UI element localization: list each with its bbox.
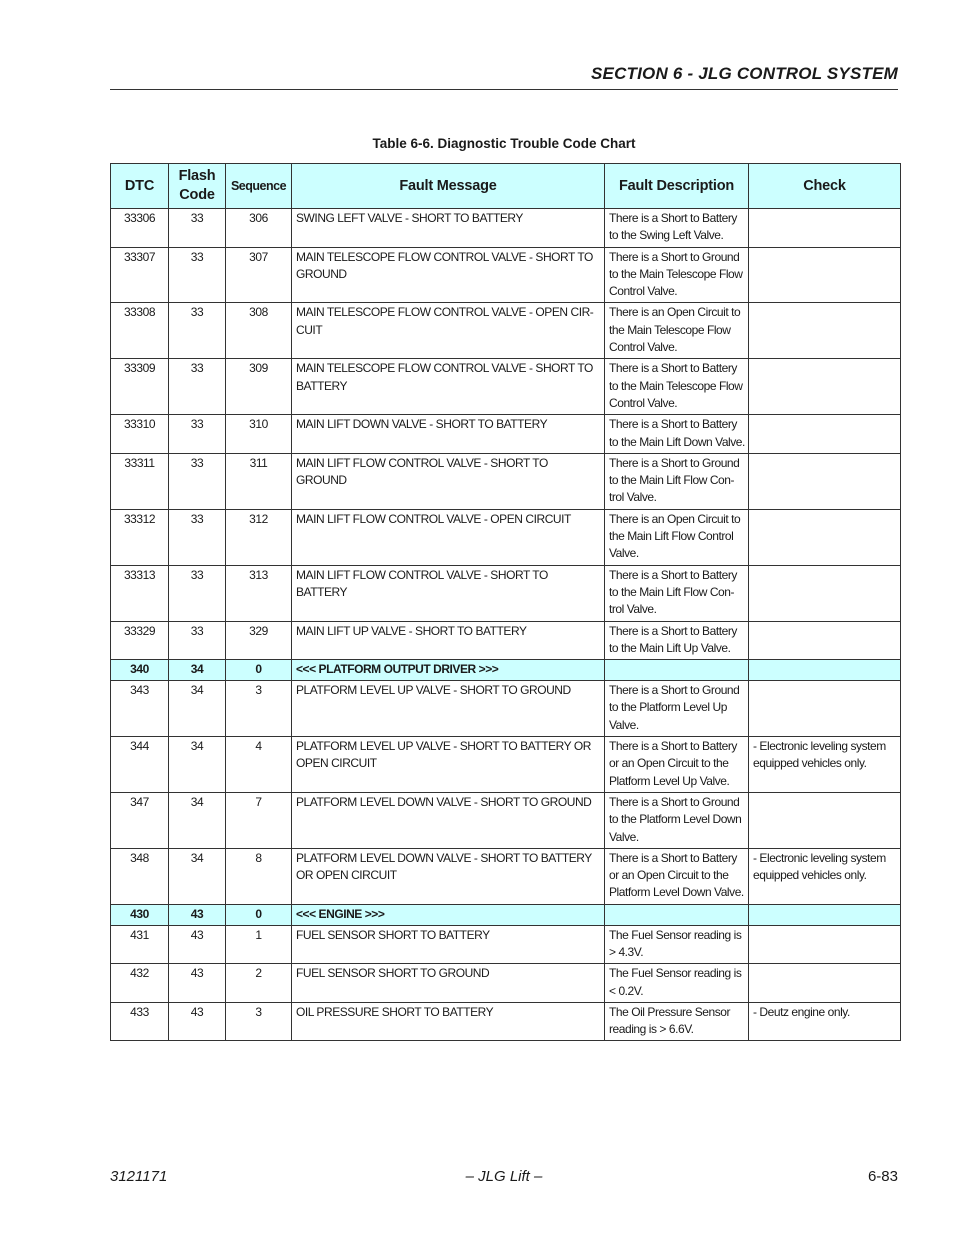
cell-dtc: 33311 xyxy=(111,453,169,509)
cell-fault-description: There is a Short to Battery to the Main Lift Down Valve. xyxy=(605,415,749,454)
table-row xyxy=(111,415,901,454)
cell-flash-code: 34 xyxy=(169,737,226,793)
cell-dtc: 431 xyxy=(111,925,169,964)
cell-flash-code: 33 xyxy=(169,415,226,454)
cell-dtc: 33307 xyxy=(111,247,169,303)
cell-flash-code: 33 xyxy=(169,509,226,565)
flash-header-line1: Flash xyxy=(178,168,216,184)
cell-fault-description: The Oil Pressure Sensor reading is > 6.6V. xyxy=(605,1002,749,1041)
section-title: SECTION 6 - JLG CONTROL SYSTEM xyxy=(591,64,898,83)
cell-check xyxy=(749,660,901,681)
cell-fault-description: There is a Short to Ground to the Platform Level Up Valve. xyxy=(605,681,749,737)
cell-dtc: 344 xyxy=(111,737,169,793)
cell-fault-message: MAIN TELESCOPE FLOW CONTROL VALVE - SHORT TO GROUND xyxy=(292,247,605,303)
cell-flash-code: 33 xyxy=(169,621,226,660)
cell-fault-message: MAIN LIFT FLOW CONTROL VALVE - SHORT TO GROUND xyxy=(292,453,605,509)
cell-check xyxy=(749,925,901,964)
cell-check xyxy=(749,209,901,248)
cell-fault-message: MAIN LIFT UP VALVE - SHORT TO BATTERY xyxy=(292,621,605,660)
table-header-row xyxy=(111,164,901,209)
cell-flash-code: 33 xyxy=(169,565,226,621)
table-row xyxy=(111,247,901,303)
cell-check xyxy=(749,681,901,737)
cell-flash-code: 33 xyxy=(169,359,226,415)
table-row xyxy=(111,565,901,621)
table-row xyxy=(111,453,901,509)
table-row xyxy=(111,359,901,415)
cell-fault-message: PLATFORM LEVEL UP VALVE - SHORT TO BATTERY OR OPEN CIRCUIT xyxy=(292,737,605,793)
cell-flash-code: 33 xyxy=(169,453,226,509)
cell-fault-message: <<< ENGINE >>> xyxy=(292,904,605,925)
col-header-flash-code xyxy=(169,164,226,209)
table-group-row xyxy=(111,904,901,925)
table-group-row xyxy=(111,660,901,681)
cell-dtc: 33308 xyxy=(111,303,169,359)
cell-dtc: 432 xyxy=(111,964,169,1003)
table-row xyxy=(111,303,901,359)
table-row xyxy=(111,509,901,565)
cell-fault-description: There is a Short to Battery to the Main Lift Flow Con-trol Valve. xyxy=(605,565,749,621)
cell-fault-message: <<< PLATFORM OUTPUT DRIVER >>> xyxy=(292,660,605,681)
cell-fault-message: OIL PRESSURE SHORT TO BATTERY xyxy=(292,1002,605,1041)
cell-flash-code: 34 xyxy=(169,660,226,681)
cell-dtc: 348 xyxy=(111,848,169,904)
table-row xyxy=(111,1002,901,1041)
cell-fault-description: There is a Short to Ground to the Main Lift Flow Con-trol Valve. xyxy=(605,453,749,509)
cell-fault-description: There is a Short to Battery to the Main Lift Up Valve. xyxy=(605,621,749,660)
cell-dtc: 33329 xyxy=(111,621,169,660)
col-header-check: Check xyxy=(749,164,901,209)
cell-sequence: 0 xyxy=(226,660,292,681)
cell-check xyxy=(749,415,901,454)
cell-dtc: 33306 xyxy=(111,209,169,248)
cell-check xyxy=(749,509,901,565)
cell-dtc: 33310 xyxy=(111,415,169,454)
cell-check: - Electronic leveling system equipped vehicles only. xyxy=(749,737,901,793)
cell-flash-code: 43 xyxy=(169,964,226,1003)
cell-check xyxy=(749,904,901,925)
cell-sequence: 4 xyxy=(226,737,292,793)
cell-check xyxy=(749,621,901,660)
cell-fault-message: PLATFORM LEVEL UP VALVE - SHORT TO GROUND xyxy=(292,681,605,737)
cell-sequence: 308 xyxy=(226,303,292,359)
cell-sequence: 312 xyxy=(226,509,292,565)
cell-dtc: 33309 xyxy=(111,359,169,415)
cell-dtc: 430 xyxy=(111,904,169,925)
cell-fault-description: There is an Open Circuit to the Main Lift Flow Control Valve. xyxy=(605,509,749,565)
cell-fault-message: FUEL SENSOR SHORT TO GROUND xyxy=(292,964,605,1003)
cell-check xyxy=(749,303,901,359)
cell-flash-code: 33 xyxy=(169,209,226,248)
table-row xyxy=(111,964,901,1003)
cell-check xyxy=(749,359,901,415)
cell-sequence: 310 xyxy=(226,415,292,454)
header-rule xyxy=(110,89,898,90)
cell-flash-code: 34 xyxy=(169,848,226,904)
cell-dtc: 347 xyxy=(111,792,169,848)
cell-dtc: 33313 xyxy=(111,565,169,621)
cell-fault-message: PLATFORM LEVEL DOWN VALVE - SHORT TO BATTERY OR OPEN CIRCUIT xyxy=(292,848,605,904)
cell-sequence: 311 xyxy=(226,453,292,509)
cell-flash-code: 33 xyxy=(169,303,226,359)
cell-sequence: 3 xyxy=(226,681,292,737)
table-row xyxy=(111,792,901,848)
footer-doc-number: 3121171 xyxy=(110,1168,168,1185)
cell-fault-message: PLATFORM LEVEL DOWN VALVE - SHORT TO GROUND xyxy=(292,792,605,848)
cell-dtc: 433 xyxy=(111,1002,169,1041)
cell-flash-code: 43 xyxy=(169,925,226,964)
cell-sequence: 307 xyxy=(226,247,292,303)
cell-fault-message: MAIN LIFT DOWN VALVE - SHORT TO BATTERY xyxy=(292,415,605,454)
cell-fault-message: MAIN LIFT FLOW CONTROL VALVE - OPEN CIRCUIT xyxy=(292,509,605,565)
cell-fault-description: The Fuel Sensor reading is < 0.2V. xyxy=(605,964,749,1003)
cell-fault-description xyxy=(605,904,749,925)
cell-fault-description: The Fuel Sensor reading is > 4.3V. xyxy=(605,925,749,964)
cell-check xyxy=(749,453,901,509)
cell-fault-message: MAIN TELESCOPE FLOW CONTROL VALVE - OPEN CIR-CUIT xyxy=(292,303,605,359)
col-header-sequence: Sequence xyxy=(226,164,292,209)
cell-dtc: 343 xyxy=(111,681,169,737)
table-row xyxy=(111,925,901,964)
cell-sequence: 7 xyxy=(226,792,292,848)
cell-dtc: 33312 xyxy=(111,509,169,565)
flash-header-line2: Code xyxy=(179,187,215,203)
col-header-fault-message: Fault Message xyxy=(292,164,605,209)
cell-sequence: 3 xyxy=(226,1002,292,1041)
cell-sequence: 329 xyxy=(226,621,292,660)
cell-fault-description: There is a Short to Battery to the Swing Left Valve. xyxy=(605,209,749,248)
cell-fault-message: SWING LEFT VALVE - SHORT TO BATTERY xyxy=(292,209,605,248)
table-row xyxy=(111,621,901,660)
footer-publisher: – JLG Lift – xyxy=(465,1168,543,1185)
cell-fault-description: There is an Open Circuit to the Main Telescope Flow Control Valve. xyxy=(605,303,749,359)
table-row xyxy=(111,848,901,904)
cell-sequence: 309 xyxy=(226,359,292,415)
table-body xyxy=(111,209,901,1041)
cell-check: - Electronic leveling system equipped vehicles only. xyxy=(749,848,901,904)
footer-page-number: 6-83 xyxy=(867,1168,898,1185)
cell-sequence: 8 xyxy=(226,848,292,904)
cell-flash-code: 34 xyxy=(169,792,226,848)
col-header-fault-description: Fault Description xyxy=(605,164,749,209)
cell-sequence: 306 xyxy=(226,209,292,248)
cell-flash-code: 43 xyxy=(169,1002,226,1041)
cell-flash-code: 34 xyxy=(169,681,226,737)
cell-sequence: 2 xyxy=(226,964,292,1003)
cell-fault-message: FUEL SENSOR SHORT TO BATTERY xyxy=(292,925,605,964)
cell-fault-description: There is a Short to Ground to the Platform Level Down Valve. xyxy=(605,792,749,848)
cell-fault-description: There is a Short to Ground to the Main Telescope Flow Control Valve. xyxy=(605,247,749,303)
cell-check: - Deutz engine only. xyxy=(749,1002,901,1041)
cell-check xyxy=(749,247,901,303)
table-row xyxy=(111,737,901,793)
table-row xyxy=(111,681,901,737)
col-header-dtc: DTC xyxy=(111,164,169,209)
cell-sequence: 313 xyxy=(226,565,292,621)
cell-sequence: 1 xyxy=(226,925,292,964)
cell-check xyxy=(749,565,901,621)
cell-flash-code: 43 xyxy=(169,904,226,925)
dtc-table xyxy=(110,163,901,1041)
cell-fault-description: There is a Short to Battery or an Open Circuit to the Platform Level Up Valve. xyxy=(605,737,749,793)
cell-fault-message: MAIN TELESCOPE FLOW CONTROL VALVE - SHORT TO BATTERY xyxy=(292,359,605,415)
cell-sequence: 0 xyxy=(226,904,292,925)
cell-fault-description: There is a Short to Battery or an Open Circuit to the Platform Level Down Valve. xyxy=(605,848,749,904)
cell-fault-description xyxy=(605,660,749,681)
cell-check xyxy=(749,792,901,848)
cell-fault-description: There is a Short to Battery to the Main Telescope Flow Control Valve. xyxy=(605,359,749,415)
cell-dtc: 340 xyxy=(111,660,169,681)
cell-flash-code: 33 xyxy=(169,247,226,303)
table-row xyxy=(111,209,901,248)
table-title: Table 6-6. Diagnostic Trouble Code Chart xyxy=(372,136,636,151)
cell-check xyxy=(749,964,901,1003)
cell-fault-message: MAIN LIFT FLOW CONTROL VALVE - SHORT TO BATTERY xyxy=(292,565,605,621)
